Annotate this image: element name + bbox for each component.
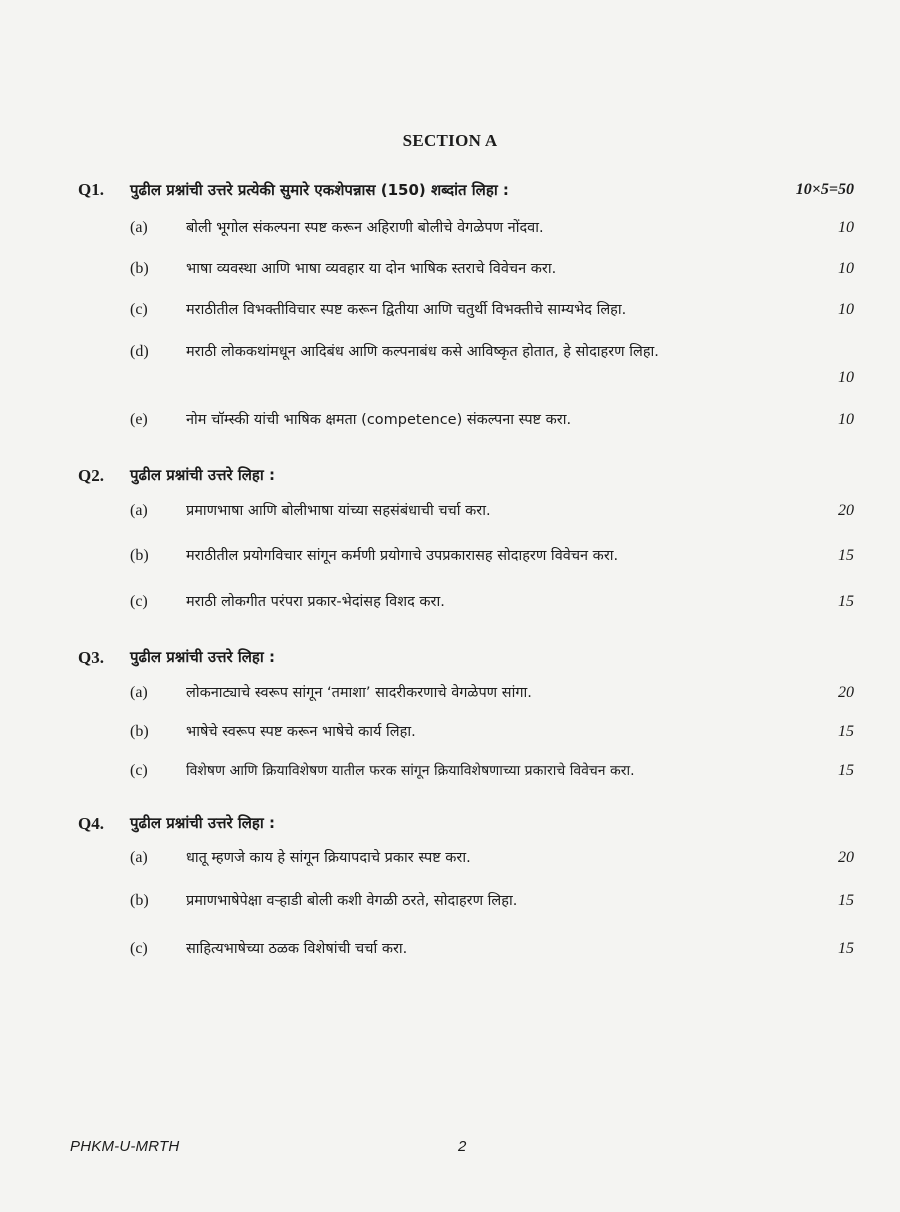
question-number: Q2. [78, 466, 104, 485]
item-label: (b) [130, 892, 149, 909]
item-text: भाषा व्यवस्था आणि भाषा व्यवहार या दोन भाषिक स्तराचे विवेचन करा. [186, 261, 557, 277]
item-text: लोकनाट्याचे स्वरूप सांगून ‘तमाशा’ सादरीकरणाचे वेगळेपण सांगा. [186, 685, 532, 701]
item-label: (b) [130, 260, 149, 277]
page-number: 2 [458, 1138, 467, 1155]
item-label: (a) [130, 849, 148, 866]
question-marks: 10×5=50 [795, 181, 854, 198]
item-text: साहित्यभाषेच्या ठळक विशेषांची चर्चा करा. [186, 941, 408, 957]
item-text: मराठीतील प्रयोगविचार सांगून कर्मणी प्रयोगाचे उपप्रकारासह सोदाहरण विवेचन करा. [186, 548, 619, 564]
item-text: धातू म्हणजे काय हे सांगून क्रियापदाचे प्रकार स्पष्ट करा. [186, 850, 471, 866]
item-text: मराठीतील विभक्तीविचार स्पष्ट करून द्वितीया आणि चतुर्थी विभक्तीचे साम्यभेद लिहा. [186, 302, 627, 318]
item-text: नोम चॉम्स्की यांची भाषिक क्षमता (competence) संकल्पना स्पष्ट करा. [186, 412, 572, 428]
item-label: (c) [130, 593, 148, 610]
item-marks: 20 [838, 684, 854, 701]
item-marks: 10 [838, 301, 854, 318]
item-label: (d) [130, 343, 149, 360]
item-marks: 15 [838, 547, 854, 564]
item-marks: 15 [838, 762, 854, 779]
item-marks: 15 [838, 892, 854, 909]
question-number: Q3. [78, 648, 104, 667]
item-label: (a) [130, 502, 148, 519]
item-text: प्रमाणभाषेपेक्षा वऱ्हाडी बोली कशी वेगळी ठरते, सोदाहरण लिहा. [186, 893, 518, 909]
item-text: मराठी लोकगीत परंपरा प्रकार-भेदांसह विशद करा. [186, 594, 445, 610]
item-marks: 20 [838, 502, 854, 519]
item-text: बोली भूगोल संकल्पना स्पष्ट करून अहिराणी बोलीचे वेगळेपण नोंदवा. [186, 220, 544, 236]
item-text: भाषेचे स्वरूप स्पष्ट करून भाषेचे कार्य लिहा. [186, 724, 416, 740]
question-text: पुढील प्रश्नांची उत्तरे प्रत्येकी सुमारे एकशेपन्नास (150) शब्दांत लिहा : [130, 181, 509, 199]
item-text: मराठी लोककथांमधून आदिबंध आणि कल्पनाबंध कसे आविष्कृत होतात, हे सोदाहरण लिहा. [186, 344, 659, 360]
question-number: Q1. [78, 180, 104, 199]
item-label: (c) [130, 762, 148, 779]
item-label: (a) [130, 684, 148, 701]
question-text: पुढील प्रश्नांची उत्तरे लिहा : [130, 466, 275, 484]
paper-code: PHKM-U-MRTH [70, 1138, 180, 1155]
item-label: (c) [130, 940, 148, 957]
item-text: विशेषण आणि क्रियाविशेषण यातील फरक सांगून क्रियाविशेषणाच्या प्रकाराचे विवेचन करा. [186, 763, 635, 779]
item-marks: 15 [838, 593, 854, 610]
question-number: Q4. [78, 814, 104, 833]
item-marks: 15 [838, 723, 854, 740]
item-label: (a) [130, 219, 148, 236]
item-label: (c) [130, 301, 148, 318]
question-text: पुढील प्रश्नांची उत्तरे लिहा : [130, 648, 275, 666]
item-label: (b) [130, 547, 149, 564]
section-title: SECTION A [402, 131, 498, 150]
item-marks: 10 [838, 369, 854, 386]
item-marks: 20 [838, 849, 854, 866]
question-text: पुढील प्रश्नांची उत्तरे लिहा : [130, 814, 275, 832]
item-label: (b) [130, 723, 149, 740]
item-marks: 10 [838, 260, 854, 277]
item-label: (e) [130, 411, 148, 428]
item-text: प्रमाणभाषा आणि बोलीभाषा यांच्या सहसंबंधाची चर्चा करा. [186, 503, 491, 519]
item-marks: 15 [838, 940, 854, 957]
item-marks: 10 [838, 411, 854, 428]
item-marks: 10 [838, 219, 854, 236]
